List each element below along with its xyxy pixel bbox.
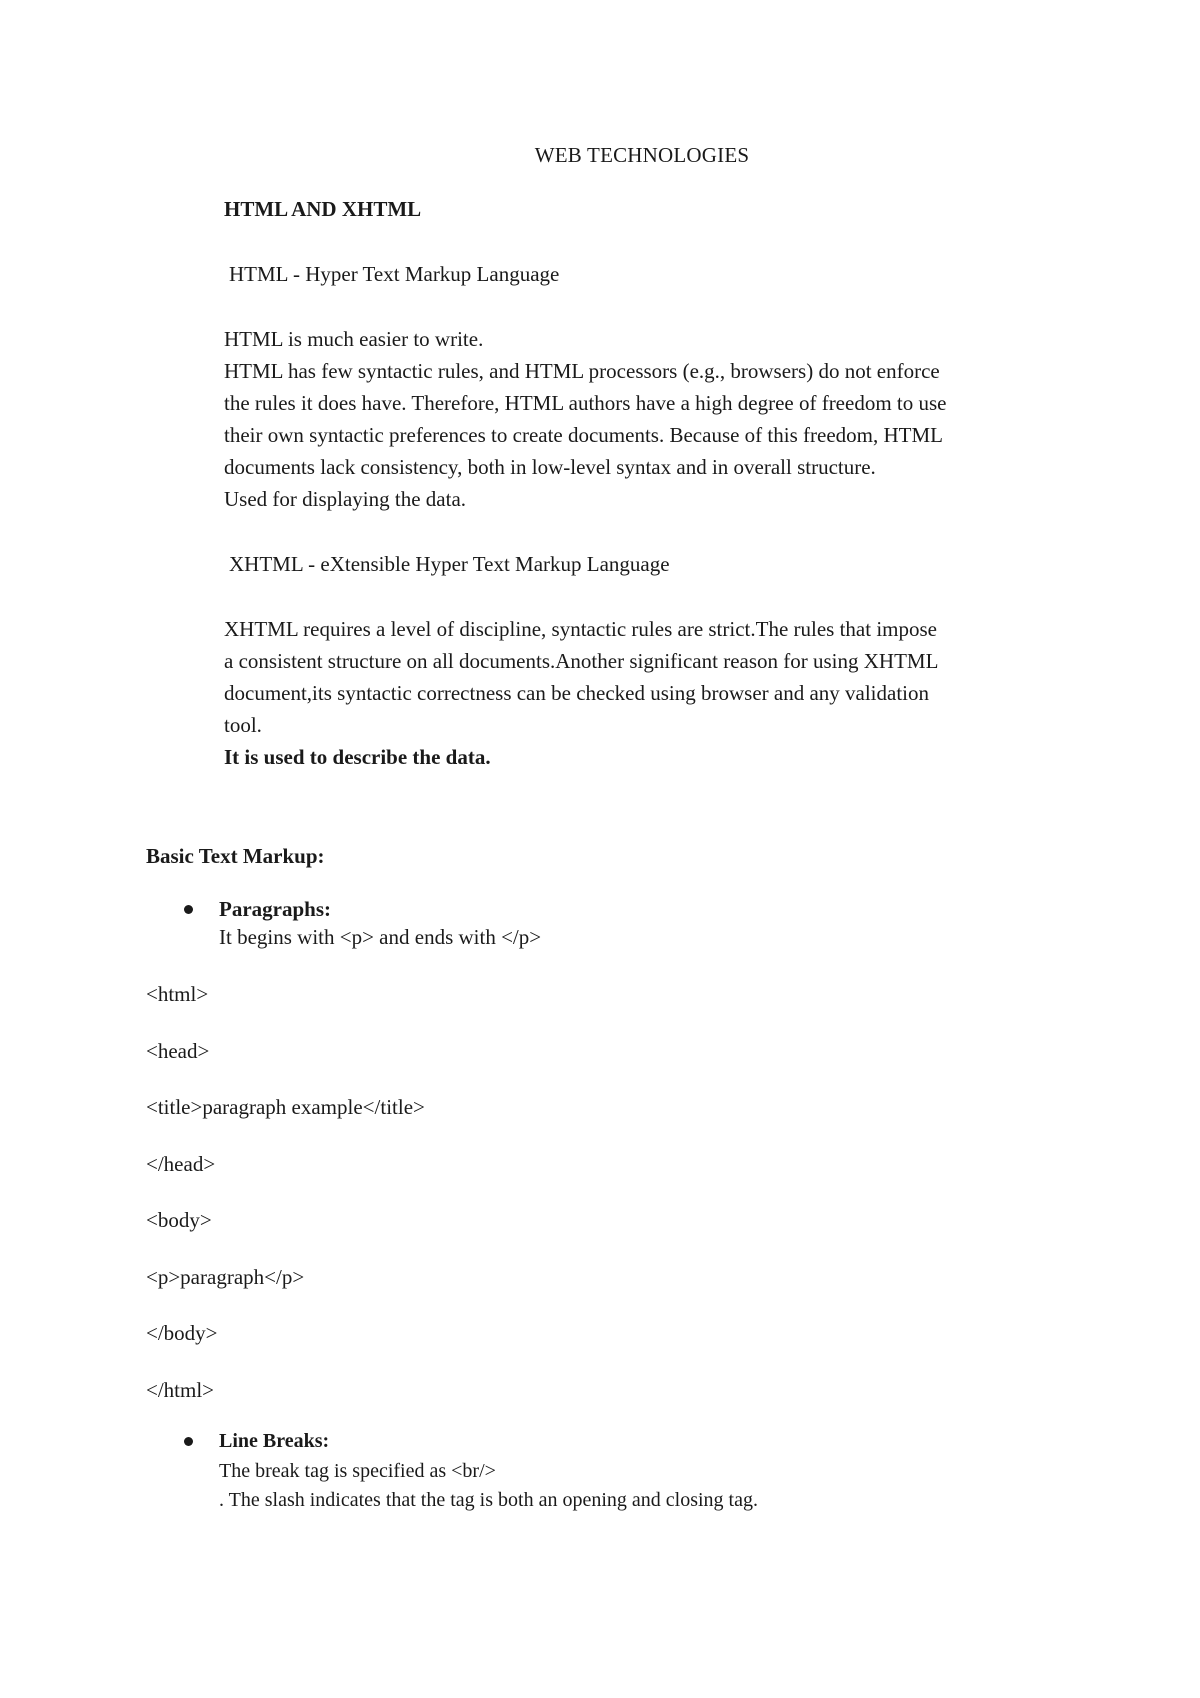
code-line: <p>paragraph</p> bbox=[146, 1265, 305, 1289]
line-breaks-label: Line Breaks: bbox=[219, 1430, 330, 1452]
html-para-line: Used for displaying the data. bbox=[224, 487, 467, 511]
section-heading: HTML AND XHTML bbox=[224, 197, 422, 221]
basic-markup-heading: Basic Text Markup: bbox=[146, 844, 325, 868]
html-para-line: HTML has few syntactic rules, and HTML processors (e.g., browsers) do not enforce bbox=[224, 359, 940, 383]
xhtml-bold-statement: It is used to describe the data. bbox=[224, 745, 491, 769]
code-line: <body> bbox=[146, 1208, 212, 1232]
code-line: </head> bbox=[146, 1152, 216, 1176]
html-para-line: HTML is much easier to write. bbox=[224, 327, 484, 351]
html-para-line: documents lack consistency, both in low-level syntax and in overall structure. bbox=[224, 455, 876, 479]
code-line: <title>paragraph example</title> bbox=[146, 1095, 425, 1119]
xhtml-definition: XHTML - eXtensible Hyper Text Markup Language bbox=[229, 552, 670, 576]
document-title: WEB TECHNOLOGIES bbox=[534, 143, 750, 167]
xhtml-para-line: XHTML requires a level of discipline, syntactic rules are strict.The rules that impose bbox=[224, 617, 937, 641]
code-line: <head> bbox=[146, 1039, 210, 1063]
bullet-icon bbox=[184, 905, 193, 914]
xhtml-para-line: tool. bbox=[224, 713, 262, 737]
bullet-icon bbox=[184, 1437, 193, 1446]
html-para-line: the rules it does have. Therefore, HTML authors have a high degree of freedom to use bbox=[224, 391, 947, 415]
code-line: </body> bbox=[146, 1321, 218, 1345]
paragraphs-label: Paragraphs: bbox=[219, 897, 331, 921]
code-line: <html> bbox=[146, 982, 209, 1006]
xhtml-para-line: a consistent structure on all documents.Another significant reason for using XHTML bbox=[224, 649, 939, 673]
line-breaks-description: . The slash indicates that the tag is both an opening and closing tag. bbox=[219, 1489, 758, 1511]
paragraphs-description: It begins with <p> and ends with </p> bbox=[219, 925, 542, 949]
html-para-line: their own syntactic preferences to create documents. Because of this freedom, HTML bbox=[224, 423, 943, 447]
html-definition: HTML - Hyper Text Markup Language bbox=[229, 262, 560, 286]
code-line: </html> bbox=[146, 1378, 215, 1402]
line-breaks-description: The break tag is specified as <br/> bbox=[219, 1460, 496, 1482]
xhtml-para-line: document,its syntactic correctness can be checked using browser and any validation bbox=[224, 681, 930, 705]
